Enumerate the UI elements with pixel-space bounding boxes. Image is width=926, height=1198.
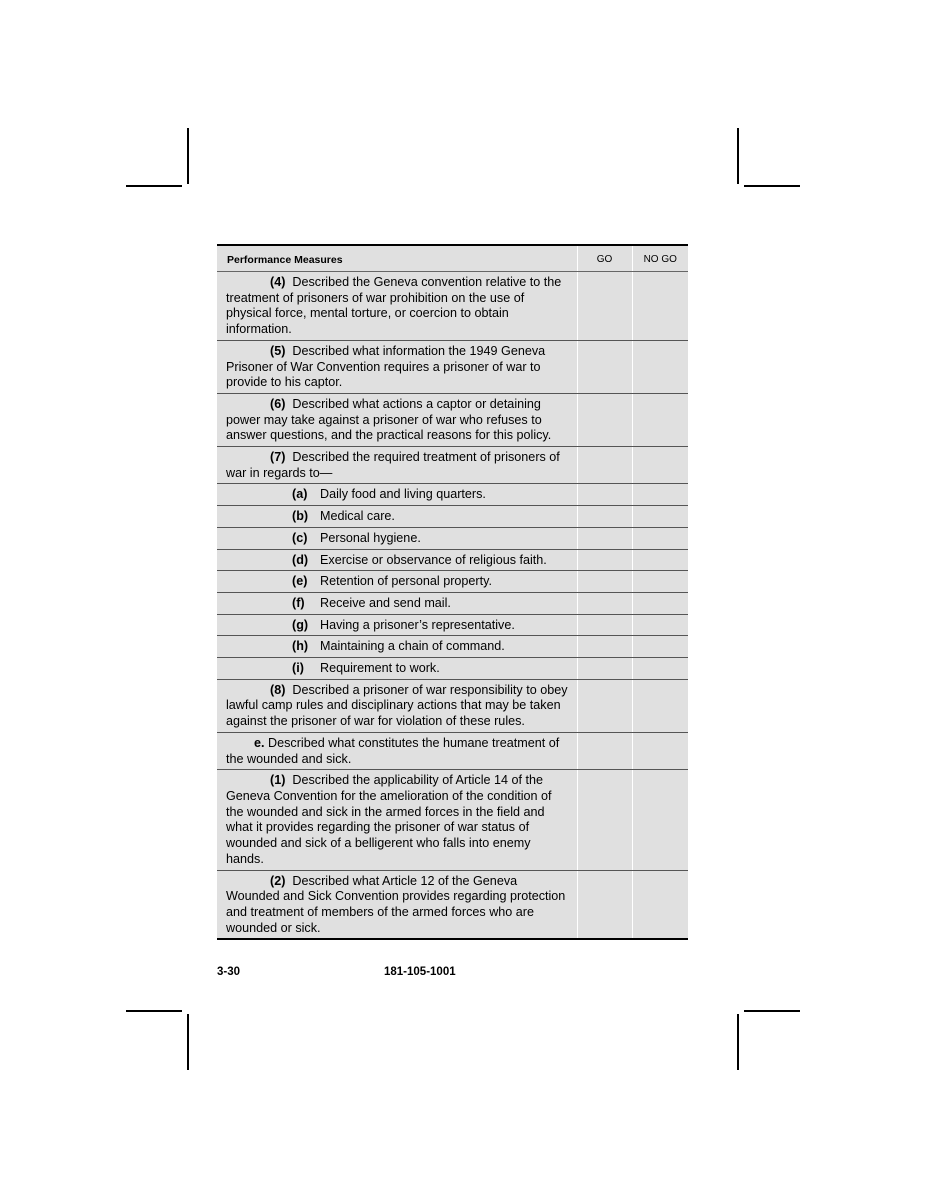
- measure-text: Described what constitutes the humane treatment of the wounded and sick.: [226, 735, 560, 766]
- measure-cell: [217, 732, 577, 769]
- measure-text: Described the required treatment of prisoners of war in regards to—: [226, 450, 560, 480]
- no-go-cell[interactable]: [632, 571, 688, 593]
- go-cell[interactable]: [577, 571, 632, 593]
- table-row: [217, 732, 688, 769]
- measure-number: e.: [254, 735, 265, 750]
- subitem-row: [217, 549, 688, 571]
- measure-number: (4): [270, 275, 286, 289]
- measure-cell: [217, 393, 577, 446]
- table-row: [217, 272, 688, 341]
- crop-mark-top-left-vertical: [187, 128, 189, 184]
- subitem-cell: [217, 658, 577, 680]
- subitem-text: Daily food and living quarters.: [320, 487, 486, 502]
- subitem-letter: (g): [292, 617, 309, 632]
- no-go-cell[interactable]: [632, 272, 688, 341]
- go-cell[interactable]: [577, 658, 632, 680]
- measure-cell: [217, 340, 577, 393]
- page-number: 3-30: [217, 966, 241, 978]
- subitem-letter: (h): [292, 639, 309, 654]
- header-no-go: NO GO: [632, 245, 688, 272]
- go-cell[interactable]: [577, 272, 632, 341]
- no-go-cell[interactable]: [632, 340, 688, 393]
- go-cell[interactable]: [577, 447, 632, 484]
- no-go-cell[interactable]: [632, 870, 688, 939]
- go-cell[interactable]: [577, 506, 632, 528]
- go-cell[interactable]: [577, 636, 632, 658]
- no-go-cell[interactable]: [632, 393, 688, 446]
- no-go-cell[interactable]: [632, 549, 688, 571]
- crop-mark-bottom-right-horizontal: [744, 1010, 800, 1012]
- subitem-letter: (d): [292, 552, 309, 567]
- go-cell[interactable]: [577, 770, 632, 870]
- subitem-letter: (f): [292, 595, 305, 610]
- no-go-cell[interactable]: [632, 447, 688, 484]
- go-cell[interactable]: [577, 484, 632, 506]
- performance-measures-table: [217, 244, 688, 940]
- subitem-row: [217, 484, 688, 506]
- subitem-text: Retention of personal property.: [320, 574, 492, 589]
- measure-text: Described what Article 12 of the Geneva Wounded and Sick Convention provides regarding protection and treatment of members of the armed forces who are wounded or sick.: [226, 873, 566, 935]
- table-row: [217, 679, 688, 732]
- go-cell[interactable]: [577, 393, 632, 446]
- measure-cell: [217, 447, 577, 484]
- subitem-row: [217, 636, 688, 658]
- table-header-row: [217, 245, 688, 272]
- measure-cell: [217, 679, 577, 732]
- subitem-letter: (b): [292, 509, 309, 524]
- subitem-text: Maintaining a chain of command.: [320, 639, 505, 654]
- go-cell[interactable]: [577, 732, 632, 769]
- subitem-cell: [217, 527, 577, 549]
- table-row: [217, 393, 688, 446]
- subitem-letter: (c): [292, 530, 308, 545]
- measure-number: (1): [270, 773, 286, 788]
- subitem-text: Exercise or observance of religious faith.: [320, 552, 547, 567]
- measure-number: (5): [270, 343, 286, 358]
- header-performance-measures: Performance Measures: [217, 245, 577, 272]
- subitem-row: [217, 571, 688, 593]
- no-go-cell[interactable]: [632, 592, 688, 614]
- measure-cell: [217, 870, 577, 939]
- subitem-letter: (i): [292, 661, 304, 676]
- go-cell[interactable]: [577, 614, 632, 636]
- measure-number: (8): [270, 682, 286, 697]
- subitem-cell: [217, 549, 577, 571]
- no-go-cell[interactable]: [632, 732, 688, 769]
- subitem-row: [217, 592, 688, 614]
- measure-number: (2): [270, 873, 286, 888]
- measure-number: (7): [270, 450, 286, 465]
- subitem-row: [217, 506, 688, 528]
- subitem-text: Personal hygiene.: [320, 530, 421, 545]
- table-row: [217, 870, 688, 939]
- measure-text: Described what information the 1949 Geneva Prisoner of War Convention requires a prisoner of war to provide to his captor.: [226, 343, 546, 390]
- go-cell[interactable]: [577, 870, 632, 939]
- measure-text: Described the applicability of Article 14 of the Geneva Convention for the amelioration of the condition of the wounded and sick in the armed forces in the field and what it provides regarding the prisoner of war status of wounded and sick of a belligerent who falls into enemy hands.: [226, 773, 552, 866]
- subitem-letter: (a): [292, 487, 308, 502]
- subitem-text: Medical care.: [320, 509, 395, 524]
- subitem-row: [217, 527, 688, 549]
- subitem-letter: (e): [292, 574, 308, 589]
- go-cell[interactable]: [577, 679, 632, 732]
- subitem-row: [217, 614, 688, 636]
- subitem-text: Having a prisoner’s representative.: [320, 617, 515, 632]
- crop-mark-bottom-left-horizontal: [126, 1010, 182, 1012]
- document-number: 181-105-1001: [384, 966, 456, 978]
- header-go: GO: [577, 245, 632, 272]
- performance-measures-table-wrap: [217, 244, 688, 940]
- crop-mark-bottom-left-vertical: [187, 1014, 189, 1070]
- go-cell[interactable]: [577, 549, 632, 571]
- subitem-cell: [217, 506, 577, 528]
- measure-number: (6): [270, 396, 286, 411]
- crop-mark-top-left-horizontal: [126, 185, 182, 187]
- subitem-cell: [217, 636, 577, 658]
- table-row: [217, 447, 688, 484]
- subitem-cell: [217, 592, 577, 614]
- no-go-cell[interactable]: [632, 614, 688, 636]
- no-go-cell[interactable]: [632, 770, 688, 870]
- measure-text: Described the Geneva convention relative to the treatment of prisoners of war prohibition on the use of physical force, mental torture, or coercion to obtain information.: [226, 275, 562, 337]
- subitem-cell: [217, 614, 577, 636]
- no-go-cell[interactable]: [632, 636, 688, 658]
- no-go-cell[interactable]: [632, 679, 688, 732]
- no-go-cell[interactable]: [632, 484, 688, 506]
- no-go-cell[interactable]: [632, 527, 688, 549]
- go-cell[interactable]: [577, 527, 632, 549]
- go-cell[interactable]: [577, 592, 632, 614]
- table-row: [217, 340, 688, 393]
- crop-mark-bottom-right-vertical: [737, 1014, 739, 1070]
- subitem-text: Receive and send mail.: [320, 595, 451, 610]
- no-go-cell[interactable]: [632, 506, 688, 528]
- measure-cell: [217, 770, 577, 870]
- measure-text: Described what actions a captor or detaining power may take against a prisoner of war who refuses to answer questions, and the practical reasons for this policy.: [226, 396, 552, 443]
- subitem-text: Requirement to work.: [320, 661, 440, 676]
- table-row: [217, 770, 688, 870]
- crop-mark-top-right-vertical: [737, 128, 739, 184]
- subitem-row: [217, 658, 688, 680]
- crop-mark-top-right-horizontal: [744, 185, 800, 187]
- measure-cell: [217, 272, 577, 341]
- measure-text: Described a prisoner of war responsibility to obey lawful camp rules and disciplinary actions that may be taken against the prisoner of war for violation of these rules.: [226, 682, 568, 729]
- subitem-cell: [217, 484, 577, 506]
- no-go-cell[interactable]: [632, 658, 688, 680]
- go-cell[interactable]: [577, 340, 632, 393]
- subitem-cell: [217, 571, 577, 593]
